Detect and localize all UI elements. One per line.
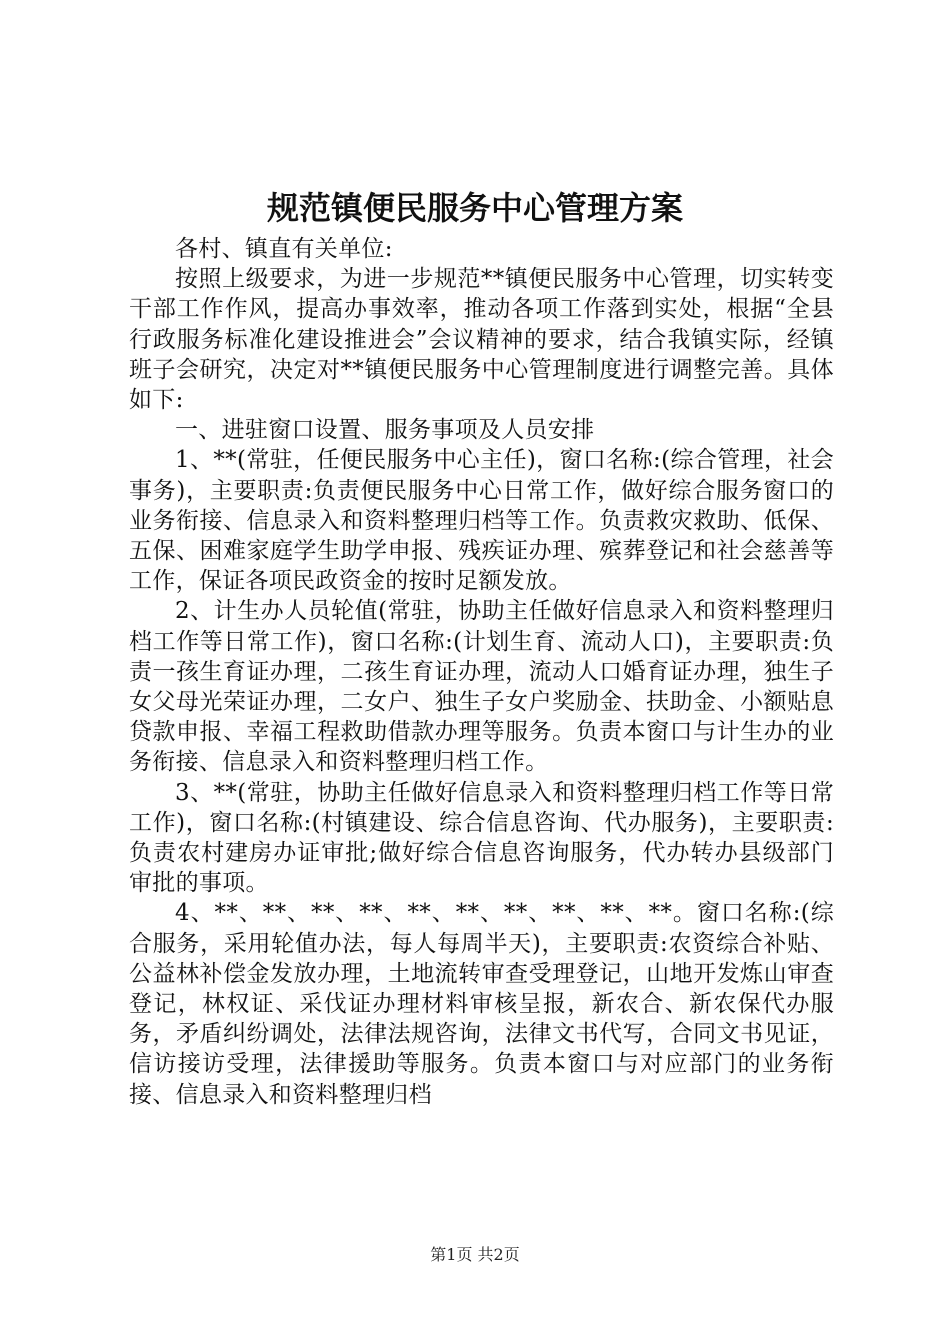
- item-3-paragraph: 3、**(常驻，协助主任做好信息录入和资料整理归档工作等日常工作)，窗口名称:(村镇建设、综合信息咨询、代办服务)，主要职责:负责农村建房办证审批;做好综合信息咨询服务，代办转办县级部门审批的事项。: [129, 779, 834, 897]
- section-heading: 一、进驻窗口设置、服务事项及人员安排: [175, 417, 595, 444]
- document-body: [129, 234, 834, 1110]
- page-footer: 第1页 共2页: [430, 1245, 520, 1264]
- intro-paragraph: 按照上级要求，为进一步规范**镇便民服务中心管理，切实转变干部工作作风，提高办事效率，推动各项工作落到实处，根据“全县行政服务标准化建设推进会”会议精神的要求，结合我镇实际，经镇班子会研究，决定对**镇便民服务中心管理制度进行调整完善。具体如下:: [129, 266, 834, 414]
- item-2-paragraph: 2、计生办人员轮值(常驻，协助主任做好信息录入和资料整理归档工作等日常工作)，窗口名称:(计划生育、流动人口)，主要职责:负责一孩生育证办理，二孩生育证办理，流动人口婚育证办理，独生子女父母光荣证办理，二女户、独生子女户奖励金、扶助金、小额贴息贷款申报、幸福工程救助借款办理等服务。负责本窗口与计生办的业务衔接、信息录入和资料整理归档工作。: [129, 598, 834, 776]
- item-1-paragraph: 1、**(常驻，任便民服务中心主任)，窗口名称:(综合管理，社会事务)，主要职责:负责便民服务中心日常工作，做好综合服务窗口的业务衔接、信息录入和资料整理归档等工作。负责救灾救助、低保、五保、困难家庭学生助学申报、残疾证办理、殡葬登记和社会慈善等工作，保证各项民政资金的按时足额发放。: [129, 447, 834, 595]
- document-title: 规范镇便民服务中心管理方案: [266, 189, 683, 227]
- salutation: 各村、镇直有关单位:: [175, 236, 393, 262]
- item-4-paragraph: 4、**、**、**、**、**、**、**、**、**、**。窗口名称:(综合服务，采用轮值办法，每人每周半天)，主要职责:农资综合补贴、公益林补偿金发放办理，土地流转审查受理登记，山地开发炼山审查登记，林权证、采伐证办理材料审核呈报，新农合、新农保代办服务，矛盾纠纷调处，法律法规咨询，法律文书代写，合同文书见证，信访接访受理，法律援助等服务。负责本窗口与对应部门的业务衔接、信息录入和资料整理归档: [129, 900, 834, 1108]
